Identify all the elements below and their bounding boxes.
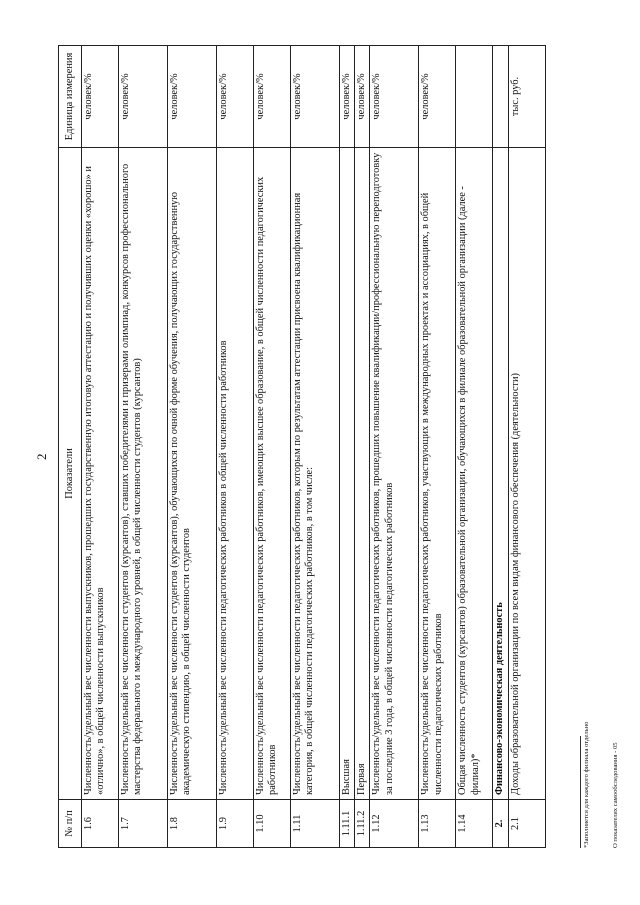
row-number: 1.11.1 [340,800,355,848]
row-number: 2. [493,800,508,848]
row-unit: человек/% [217,46,254,148]
table-row [508,46,545,848]
row-unit: тыс. руб. [508,46,545,148]
row-indicator: Доходы образовательной организации по всем видам финансового обеспечения (деятельности) [508,148,545,800]
footnote-divider [580,736,581,848]
row-number: 1.11 [291,800,340,848]
row-indicator: Высшая [340,148,355,800]
row-indicator: Численность/удельный вес численности педагогических работников, имеющих высшее образование, в общей численности педагогических работников [254,148,291,800]
indicators-table [58,45,546,848]
table-row [168,46,217,848]
row-number: 1.14 [456,800,493,848]
row-indicator: Численность/удельный вес численности педагогических работников в общей численности работников [217,148,254,800]
row-unit: человек/% [370,46,419,148]
row-number: 1.8 [168,800,217,848]
row-indicator: Численность/удельный вес численности педагогических работников, которым по результатам аттестации присвоена квалификационная категория, в общей численности педагогических работников, в том числе: [291,148,340,800]
row-indicator: Численность/удельный вес численности студентов (курсантов), обучающихся по очной форме обучения, получающих государственную академическую стипендию, в общей численности студентов [168,148,217,800]
row-unit: человек/% [291,46,340,148]
table-row [340,46,355,848]
row-indicator: Численность/удельный вес численности выпускников, прошедших государственную итоговую аттестацию и получивших оценки «хорошо» и «отлично», в общей численности выпускников [82,148,119,800]
row-unit [456,46,493,148]
table-header-row [59,46,82,848]
row-number: 1.7 [119,800,168,848]
row-indicator: Численность/удельный вес численности педагогических работников, участвующих в международных проектах и ассоциациях, в общей численности педагогических работников [419,148,456,800]
row-unit: человек/% [254,46,291,148]
header-unit: Единица измерения [59,46,82,148]
row-unit: человек/% [355,46,370,148]
row-number: 1.12 [370,800,419,848]
row-number: 2.1 [508,800,545,848]
row-number: 1.6 [82,800,119,848]
page-number: 2 [34,453,49,460]
row-unit: человек/% [82,46,119,148]
table-row [370,46,419,848]
table-row [493,46,508,848]
row-unit: человек/% [119,46,168,148]
row-indicator: Численность/удельный вес численности педагогических работников, прошедших повышение квалификации/профессиональную переподготовку за последние 3 года, в общей численности педагогических работников [370,148,419,800]
row-number: 1.9 [217,800,254,848]
table-row [119,46,168,848]
table-row [82,46,119,848]
row-unit: человек/% [419,46,456,148]
table-row [456,46,493,848]
table-row [291,46,340,848]
table-row [217,46,254,848]
row-unit: человек/% [340,46,355,148]
row-number: 1.13 [419,800,456,848]
row-number: 1.11.2 [355,800,370,848]
header-indicator: Показатели [59,148,82,800]
row-indicator: Общая численность студентов (курсантов) образовательной организации, обучающихся в филиале образовательной организации (далее - филиал)* [456,148,493,800]
row-unit: человек/% [168,46,217,148]
footnote: *Заполняется для каждого филиала отдельно [583,721,590,848]
row-number: 1.10 [254,800,291,848]
row-indicator: Первая [355,148,370,800]
row-indicator: Финансово-экономическая деятельность [493,148,508,800]
header-number: № п/п [59,800,82,848]
table-row [419,46,456,848]
table-row [355,46,370,848]
table-row [254,46,291,848]
row-unit [493,46,508,148]
row-indicator: Численность/удельный вес численности студентов (курсантов), ставших победителями и призерами олимпиад, конкурсов профессионального мастерства федерального и международного уровней, в общей численности студентов (курсантов) [119,148,168,800]
bottom-note: О показателях самообследования - 05 [612,742,619,848]
